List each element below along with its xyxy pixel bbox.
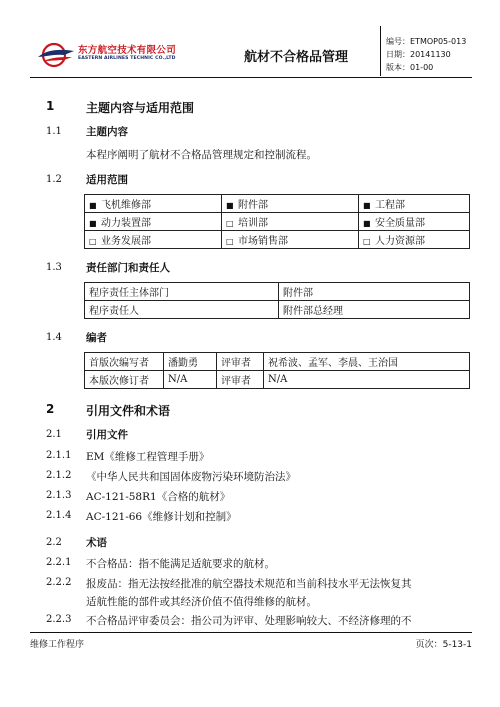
scope-cell: ■ 工程部 [359, 195, 470, 213]
term-item-text: 适航性能的部件或其经济价值不值得维修的航材。 [86, 596, 317, 608]
table-row [85, 301, 470, 319]
ref-item-number: 2.1.4 [46, 510, 72, 521]
term-item-number: 2.2.1 [46, 557, 72, 568]
section-1-2-title: 适用范围 [86, 174, 128, 186]
section-2-1-title: 引用文件 [86, 429, 128, 441]
scope-cell: □ 市场销售部 [222, 231, 359, 249]
ref-item-text: 《中华人民共和国固体废物污染环境防治法》 [86, 471, 296, 483]
ref-item-text: EM《维修工程管理手册》 [86, 451, 210, 463]
scope-table [84, 194, 470, 249]
company-name-en: EASTERN AIRLINES TECHNIC CO.,LTD [78, 56, 176, 61]
section-1-3-title: 责任部门和责任人 [86, 262, 170, 274]
footer-page: 页次：5-13-1 [415, 640, 472, 650]
page-header [30, 26, 472, 76]
table-cell: 附件部 [279, 283, 470, 301]
ref-item-number: 2.1.1 [46, 450, 72, 461]
table-cell: 评审者 [217, 353, 264, 371]
section-1-number: 1 [46, 99, 55, 113]
section-1-1-number: 1.1 [46, 126, 62, 137]
table-cell: 祝希波、孟军、李晨、王治国 [264, 353, 470, 371]
ref-item-number: 2.1.2 [46, 470, 72, 481]
section-2-2-number: 2.2 [46, 537, 62, 548]
header-divider [380, 26, 381, 76]
table-cell: N/A [264, 371, 470, 389]
section-2-number: 2 [46, 402, 55, 416]
table-cell: 首版次编写者 [85, 353, 164, 371]
section-1-2-number: 1.2 [46, 174, 62, 185]
term-item-number: 2.2.2 [46, 577, 72, 588]
scope-cell: ■ 飞机维修部 [85, 195, 222, 213]
ref-item-text: AC-121-58R1《合格的航材》 [86, 491, 231, 503]
table-row [85, 213, 470, 231]
section-1-1-title: 主题内容 [86, 126, 128, 138]
table-cell: N/A [164, 371, 217, 389]
scope-cell: ■ 附件部 [222, 195, 359, 213]
table-row [85, 231, 470, 249]
table-cell: 附件部总经理 [279, 301, 470, 319]
ref-item-number: 2.1.3 [46, 490, 72, 501]
document-code: 编号：ETMOP05-013 [386, 37, 467, 46]
table-row [85, 195, 470, 213]
document-date: 日期：20141130 [386, 50, 451, 59]
term-item-text: 不合格品：指不能满足适航要求的航材。 [86, 558, 275, 570]
section-1-1-text: 本程序阐明了航材不合格品管理规定和控制流程。 [86, 149, 317, 161]
table-cell: 程序责任主体部门 [85, 283, 279, 301]
table-cell: 程序责任人 [85, 301, 279, 319]
header-rule [30, 77, 472, 78]
section-2-2-title: 术语 [86, 537, 107, 549]
table-row [85, 283, 470, 301]
section-2-1-number: 2.1 [46, 429, 62, 440]
table-row [85, 371, 470, 389]
section-1-3-number: 1.3 [46, 262, 62, 273]
table-cell: 潘勤勇 [164, 353, 217, 371]
scope-cell: □ 人力资源部 [359, 231, 470, 249]
section-2-title: 引用文件和术语 [86, 404, 171, 418]
table-cell: 评审者 [217, 371, 264, 389]
document-version: 版本：01-00 [386, 63, 434, 72]
company-logo-icon [34, 40, 76, 70]
scope-cell: ■ 动力装置部 [85, 213, 222, 231]
term-item-text: 不合格品评审委员会：指公司为评审、处理影响较大、不经济修理的不 [86, 615, 412, 627]
footer-rule [30, 632, 472, 633]
document-title: 航材不合格品管理 [244, 50, 349, 65]
scope-cell: □ 培训部 [222, 213, 359, 231]
section-1-4-title: 编者 [86, 332, 107, 344]
editors-table [84, 352, 470, 389]
footer-left: 维修工作程序 [30, 640, 85, 650]
section-1-4-number: 1.4 [46, 332, 62, 343]
scope-cell: □ 业务发展部 [85, 231, 222, 249]
term-item-text: 报废品：指无法按经批准的航空器技术规范和当前科技水平无法恢复其 [86, 578, 412, 590]
ref-item-text: AC-121-66《维修计划和控制》 [86, 511, 237, 523]
scope-cell: ■ 安全质量部 [359, 213, 470, 231]
table-row [85, 353, 470, 371]
table-cell: 本版次修订者 [85, 371, 164, 389]
responsibility-table [84, 282, 470, 319]
company-name-cn: 东方航空技术有限公司 [78, 45, 177, 56]
section-1-title: 主题内容与适用范围 [86, 101, 195, 115]
term-item-number: 2.2.3 [46, 614, 72, 625]
